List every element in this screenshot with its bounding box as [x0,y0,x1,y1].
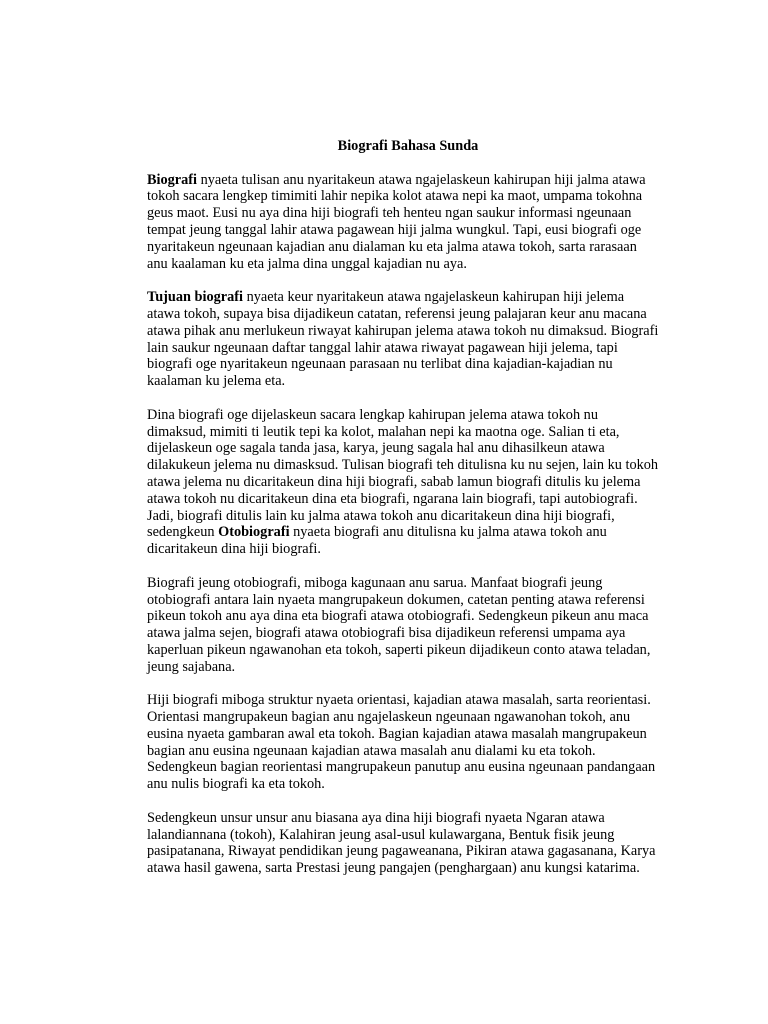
paragraph-text: nyaeta tulisan anu nyaritakeun atawa ngajelaskeun kahirupan hiji jalma atawa tokoh sacara lengkep timimiti lahir nepika kolot atawa nepi ka maot, umpama tokohna geus maot. Eusi nu aya dina hiji biografi teh henteu ngan saukur informasi ngeunaan tempat jeung tanggal lahir atawa pagawean hiji jalma wungkul. Tapi, eusi biografi oge nyaritakeun ngeunaan kajadian anu dialaman ku eta jalma atawa tokoh, sarta rarasaan anu kaalaman ku eta jalma dina unggal kajadian nu aya. [147,171,646,272]
document-body [147,138,659,894]
paragraph-text: Dina biografi oge dijelaskeun sacara lengkap kahirupan jelema atawa tokoh nu dimaksud, mimiti ti leutik tepi ka kolot, malahan nepi ka maotna oge. Salian ti eta, dijelaskeun oge sagala tanda jasa, karya, jeung sagala hal anu dihasilkeun atawa dilakukeun jelema nu dimasksud. Tulisan biografi teh ditulisna ku nu sejen, lain ku tokoh atawa jelema nu dicaritakeun dina hiji biografi, sabab lamun biografi ditulis ku jelema atawa tokoh nu dicaritakeun dina eta biografi, ngarana lain biografi, tapi autobiografi. Jadi, biografi ditulis lain ku jalma atawa tokoh anu dicaritakeun dina hiji biografi, sedengkeun [147,406,659,541]
term-otobiografi: Otobiografi [218,524,290,541]
paragraph-usefulness: Biografi jeung otobiografi, miboga kagunaan anu sarua. Manfaat biografi jeung otobiografi antara lain nyaeta mangrupakeun dokumen, catetan penting atawa referensi pikeun tokoh anu aya dina eta biografi atawa otobiografi. Sedengkeun pikeun anu maca atawa jalma sejen, biografi atawa otobiografi bisa dijadikeun referensi umpama aya kaperluan pikeun ngawanohan eta tokoh, saperti pikeun dijadikeun conto atawa teladan, jeung sajabana. [147,574,651,675]
paragraph-text: nyaeta keur nyaritakeun atawa ngajelaskeun kahirupan hiji jelema atawa tokoh, supaya bisa dijadikeun catatan, referensi jeung palajaran keur anu macana atawa pihak anu merlukeun riwayat kahirupan jelema atawa tokoh nu dimaksud. Biografi lain saukur ngeunaan daftar tanggal lahir atawa riwayat pagawean hiji jelema, tapi biografi oge nyaritakeun ngeunaan parasaan nu terlibat dina kajadian-kajadian nu kaalaman ku jelema eta. [147,289,659,390]
term-biografi: Biografi [147,171,198,188]
paragraph-autobiography [147,407,659,558]
paragraph-structure: Hiji biografi miboga struktur nyaeta orientasi, kajadian atawa masalah, sarta reorientasi. Orientasi mangrupakeun bagian anu ngajelaskeun ngeunaan ngawanohan tokoh, anu eusina nyaeta gambaran awal eta tokoh. Bagian kajadian atawa masalah mangrupakeun bagian anu eusina ngeunaan kajadian atawa masalah anu dialami ku eta tokoh. Sedengkeun bagian reorientasi mangrupakeun panutup anu eusina ngeunaan pandangaan anu nulis biografi ka eta tokoh. [147,692,656,793]
document-title: Biografi Bahasa Sunda [337,138,479,154]
paragraph-definition [147,172,659,273]
paragraph-elements: Sedengkeun unsur unsur anu biasana aya dina hiji biografi nyaeta Ngaran atawa lalandiannana (tokoh), Kalahiran jeung asal-usul kulawargana, Bentuk fisik jeung pasipatanana, Riwayat pendidikan jeung pagaweanana, Pikiran atawa gagasanana, Karya atawa hasil gawena, sarta Prestasi jeung pangajen (penghargaan) anu kungsi katarima. [147,809,656,877]
term-tujuan-biografi: Tujuan biografi [147,289,244,306]
paragraph-text: nyaeta biografi anu ditulisna ku jalma atawa tokoh anu dicaritakeun dina hiji biografi. [147,524,607,558]
paragraph-purpose [147,289,659,390]
